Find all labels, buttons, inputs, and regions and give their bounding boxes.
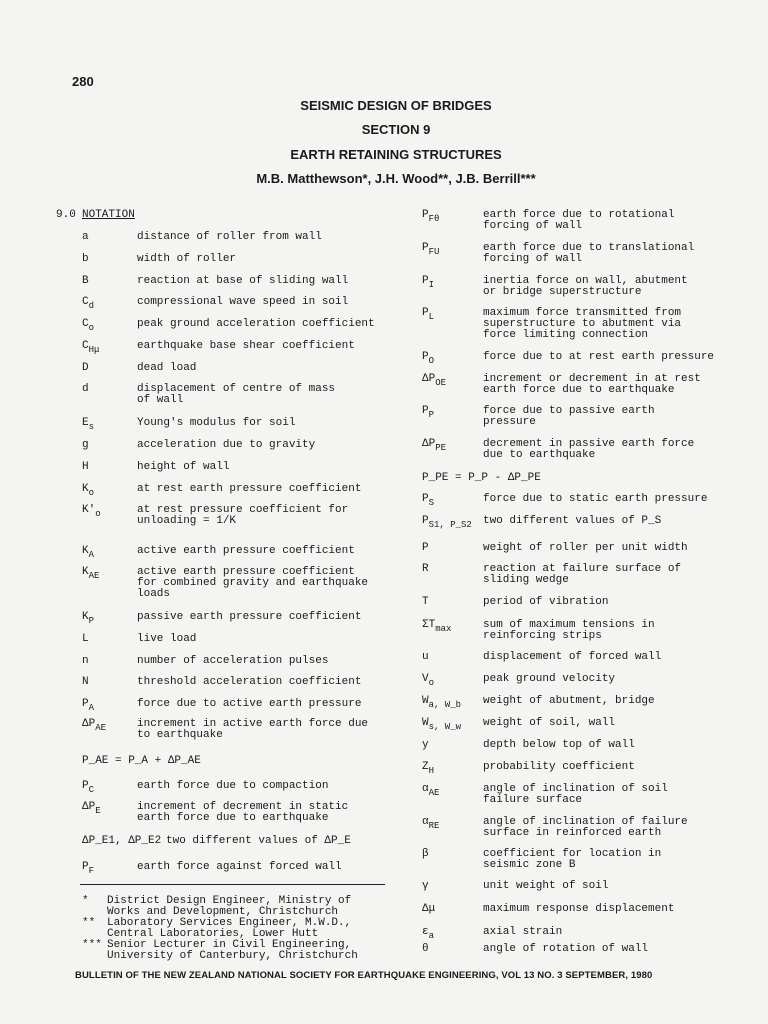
right-entry-symbol-subscript: FU <box>428 247 440 257</box>
right-entry-description: probability coefficient <box>483 761 635 773</box>
left-entry-symbol <box>82 296 95 311</box>
right-entry-description: coefficient for location in seismic zone B <box>483 848 662 871</box>
left-entry-symbol-base: K <box>82 566 89 578</box>
right-entry-symbol-subscript: L <box>428 312 435 322</box>
right-entry-description: inertia force on wall, abutment or bridge superstructure <box>483 275 688 298</box>
left-entry-symbol-base: d <box>82 383 89 395</box>
right-entry-symbol-subscript: PE <box>435 443 447 453</box>
right-entry-symbol <box>422 926 435 941</box>
left-entry-symbol-base: B <box>82 275 89 287</box>
right-entry-symbol-base: P <box>422 242 429 254</box>
right-entry-description: increment or decrement in at rest earth force due to earthquake <box>483 373 701 396</box>
left-entry-symbol <box>82 656 89 667</box>
right-entry-symbol-subscript: a, W_b <box>428 700 462 710</box>
left-entry-description: Young's modulus for soil <box>137 417 296 429</box>
left-entry-symbol-subscript: A <box>88 703 95 713</box>
left-entry-symbol-base: a <box>82 231 89 243</box>
left-entry-symbol-subscript: AE <box>95 723 107 733</box>
left-entry-symbol-base: n <box>82 655 89 667</box>
right-entry-symbol <box>422 209 440 224</box>
right-entry-symbol <box>422 783 440 798</box>
pe-pair-description: two different values of ΔP_E <box>166 835 351 847</box>
left-entry-symbol-subscript: o <box>88 488 95 498</box>
left-entry-description: active earth pressure coefficient for combined gravity and earthquake loads <box>137 566 369 600</box>
right-entry-symbol <box>422 740 429 751</box>
left-entry-symbol <box>82 634 89 645</box>
left-entry-symbol <box>82 276 89 287</box>
footnote-text: Laboratory Services Engineer, M.W.D., Central Laboratories, Lower Hutt <box>107 917 352 940</box>
left-entry-symbol <box>82 440 89 451</box>
right-entry-symbol-base: Z <box>422 761 429 773</box>
bulletin-footer: BULLETIN OF THE NEW ZEALAND NATIONAL SOCIETY FOR EARTHQUAKE ENGINEERING, VOL 13 NO. 3 SEPTEMBER, 1980 <box>75 970 653 981</box>
right-entry-symbol-base: P <box>422 405 429 417</box>
right-entry-description: unit weight of soil <box>483 880 609 892</box>
left-entry-symbol-subscript: o <box>88 323 95 333</box>
right-entry-symbol-subscript: H <box>428 766 435 776</box>
right-entry-symbol <box>422 242 440 257</box>
right-entry-symbol-base: T <box>422 596 429 608</box>
left-entry-symbol <box>82 232 89 243</box>
right-entry-description: force due to passive earth pressure <box>483 405 655 428</box>
right-entry-symbol-base: α <box>422 783 429 795</box>
left-entry-symbol-subscript: d <box>88 301 95 311</box>
right-entry-symbol-base: θ <box>422 943 429 955</box>
right-entry-symbol-base: P <box>422 307 429 319</box>
footnote-mark: *** <box>82 939 102 951</box>
right-entry-symbol-subscript: P <box>428 410 435 420</box>
right-entry-symbol <box>422 717 462 732</box>
right-entry-symbol-base: P <box>422 209 429 221</box>
left-entry-symbol-base: K <box>82 545 89 557</box>
left-entry-description: active earth pressure coefficient <box>137 545 355 557</box>
left-entry-description: passive earth pressure coefficient <box>137 611 362 623</box>
footnote-text: District Design Engineer, Ministry of Works and Development, Christchurch <box>107 895 352 918</box>
right-entry-symbol-base: P <box>422 351 429 363</box>
right-entry-symbol <box>422 515 472 530</box>
left-entry-symbol-subscript: s <box>88 422 95 432</box>
left-entry-symbol <box>82 462 89 473</box>
right-entry-symbol-base: ΣT <box>422 619 436 631</box>
right-entry-symbol <box>422 275 435 290</box>
section-subtitle: EARTH RETAINING STRUCTURES <box>290 147 502 162</box>
left-entry-description: increment in active earth force due to earthquake <box>137 718 369 741</box>
left-entry-description: threshold acceleration coefficient <box>137 676 362 688</box>
left-entry-symbol-base: C <box>82 318 89 330</box>
left-entry-description: earth force due to compaction <box>137 780 329 792</box>
author-line: M.B. Matthewson*, J.H. Wood**, J.B. Berrill*** <box>256 171 536 186</box>
right-entry-description: reaction at failure surface of sliding wedge <box>483 563 682 586</box>
right-entry-description: weight of roller per unit width <box>483 542 688 554</box>
right-entry-symbol-subscript: OE <box>435 378 447 388</box>
left-entry-symbol <box>82 504 101 519</box>
right-entry-description: axial strain <box>483 926 563 938</box>
left-entry-symbol <box>82 677 89 688</box>
left-entry-description: width of roller <box>137 253 237 265</box>
left-entry-symbol-base: C <box>82 340 89 352</box>
left-entry-symbol <box>82 545 95 560</box>
left-entry-symbol <box>82 718 107 733</box>
left-entry-symbol-base: ΔP <box>82 801 96 813</box>
footnote-mark: ** <box>82 917 96 929</box>
right-entry-description: weight of soil, wall <box>483 717 616 729</box>
paper-title: SEISMIC DESIGN OF BRIDGES <box>300 98 492 113</box>
left-entry-symbol-base: P <box>82 698 89 710</box>
right-entry-symbol-subscript: max <box>435 624 452 634</box>
footnote-rule <box>80 884 385 885</box>
right-entry-symbol <box>422 351 435 366</box>
right-entry-symbol-base: u <box>422 651 429 663</box>
left-entry-symbol-subscript: C <box>88 785 95 795</box>
right-entry-symbol <box>422 438 447 453</box>
right-entry-symbol-base: ε <box>422 926 429 938</box>
right-entry-symbol <box>422 493 435 508</box>
right-entry-description: depth below top of wall <box>483 739 635 751</box>
left-entry-symbol-subscript: P <box>88 616 95 626</box>
left-entry-symbol-base: H <box>82 461 89 473</box>
left-entry-symbol-base: K' <box>82 504 96 516</box>
right-entry-symbol <box>422 761 435 776</box>
right-entry-symbol <box>422 944 429 955</box>
left-entry-symbol <box>82 801 101 816</box>
page-number: 280 <box>72 74 94 89</box>
right-entry-symbol-base: P <box>422 275 429 287</box>
left-entry-description: increment of decrement in static earth force due to earthquake <box>137 801 349 824</box>
right-entry-symbol-subscript: o <box>428 678 435 688</box>
right-entry-description: angle of inclination of soil failure surface <box>483 783 668 806</box>
left-entry-symbol <box>82 861 95 876</box>
right-entry-symbol-base: W <box>422 717 429 729</box>
right-entry-description: sum of maximum tensions in reinforcing strips <box>483 619 655 642</box>
right-entry-description: maximum force transmitted from superstructure to abutment via force limiting connection <box>483 307 682 341</box>
right-entry-symbol-base: ΔP <box>422 373 436 385</box>
right-entry-symbol-base: γ <box>422 880 429 892</box>
left-entry-symbol <box>82 417 95 432</box>
left-entry-description: compressional wave speed in soil <box>137 296 349 308</box>
right-entry-symbol-subscript: S1, P_S2 <box>428 520 472 530</box>
right-entry-symbol-subscript: S <box>428 498 435 508</box>
left-entry-symbol <box>82 340 100 355</box>
left-entry-description: earth force against forced wall <box>137 861 342 873</box>
left-entry-symbol <box>82 483 95 498</box>
right-entry-symbol <box>422 904 435 915</box>
left-entry-symbol-subscript: AE <box>88 571 100 581</box>
right-entry-symbol-base: P <box>422 493 429 505</box>
left-entry-symbol <box>82 566 100 581</box>
right-entry-symbol-base: α <box>422 816 429 828</box>
left-entry-description: number of acceleration pulses <box>137 655 329 667</box>
left-entry-symbol <box>82 384 89 395</box>
left-entry-symbol-subscript: o <box>95 509 101 519</box>
left-entry-symbol-subscript: A <box>88 550 95 560</box>
footnote-text: Senior Lecturer in Civil Engineering, University of Canterbury, Christchurch <box>107 939 358 962</box>
left-entry-symbol-base: K <box>82 611 89 623</box>
left-entry-symbol <box>82 611 95 626</box>
right-entry-symbol <box>422 652 429 663</box>
left-entry-description: force due to active earth pressure <box>137 698 362 710</box>
left-entry-symbol <box>82 318 95 333</box>
right-entry-description: angle of inclination of failure surface in reinforced earth <box>483 816 688 839</box>
left-entry-description: distance of roller from wall <box>137 231 322 243</box>
right-entry-description: decrement in passive earth force due to earthquake <box>483 438 695 461</box>
left-entry-symbol <box>82 780 95 795</box>
right-entry-symbol-base: Δμ <box>422 903 436 915</box>
left-entry-description: earthquake base shear coefficient <box>137 340 355 352</box>
right-entry-symbol <box>422 307 435 322</box>
left-entry-symbol <box>82 363 89 374</box>
right-entry-symbol-base: β <box>422 848 429 860</box>
left-entry-description: reaction at base of sliding wall <box>137 275 349 287</box>
left-entry-symbol-base: P <box>82 861 89 873</box>
right-entry-symbol-base: W <box>422 695 429 707</box>
notation-number: 9.0 <box>56 209 76 221</box>
left-entry-symbol-base: P <box>82 780 89 792</box>
right-entry-symbol-base: R <box>422 563 429 575</box>
right-entry-symbol-base: V <box>422 673 429 685</box>
right-entry-symbol-subscript: s, W_w <box>428 722 462 732</box>
left-entry-description: height of wall <box>137 461 230 473</box>
right-entry-symbol <box>422 816 440 831</box>
left-entry-symbol-subscript: F <box>88 866 95 876</box>
right-entry-symbol-base: P <box>422 515 429 527</box>
left-entry-symbol-base: E <box>82 417 89 429</box>
right-entry-symbol-subscript: I <box>428 280 435 290</box>
pae-equation: P_AE = P_A + ΔP_AE <box>82 755 201 767</box>
right-entry-description: earth force due to translational forcing of wall <box>483 242 695 265</box>
right-entry-symbol <box>422 881 429 892</box>
right-entry-description: period of vibration <box>483 596 609 608</box>
right-entry-symbol <box>422 597 429 608</box>
right-entry-description: displacement of forced wall <box>483 651 662 663</box>
right-entry-symbol <box>422 673 435 688</box>
left-entry-description: live load <box>137 633 197 645</box>
left-entry-description: peak ground acceleration coefficient <box>137 318 375 330</box>
ppe-equation: P_PE = P_P - ΔP_PE <box>422 472 541 484</box>
right-entry-symbol <box>422 373 447 388</box>
left-entry-symbol-base: g <box>82 439 89 451</box>
right-entry-symbol-subscript: Fθ <box>428 214 440 224</box>
footnote-mark: * <box>82 895 89 907</box>
left-entry-symbol-base: D <box>82 362 89 374</box>
right-entry-symbol <box>422 849 429 860</box>
left-entry-symbol-base: L <box>82 633 89 645</box>
right-entry-symbol <box>422 564 429 575</box>
left-entry-description: at rest pressure coefficient for unloading = 1/K <box>137 504 349 527</box>
notation-heading: NOTATION <box>82 209 135 221</box>
right-entry-description: two different values of P_S <box>483 515 662 527</box>
left-entry-symbol-base: b <box>82 253 89 265</box>
right-entry-description: peak ground velocity <box>483 673 616 685</box>
right-entry-symbol-base: y <box>422 739 429 751</box>
right-entry-description: weight of abutment, bridge <box>483 695 655 707</box>
right-entry-symbol-subscript: a <box>428 931 435 941</box>
right-entry-description: force due to at rest earth pressure <box>483 351 715 363</box>
pe-pair-symbol: ΔP_E1, ΔP_E2 <box>82 835 162 847</box>
left-entry-symbol-base: ΔP <box>82 718 96 730</box>
left-entry-description: at rest earth pressure coefficient <box>137 483 362 495</box>
right-entry-description: maximum response displacement <box>483 903 675 915</box>
left-entry-symbol-subscript: E <box>95 806 101 816</box>
right-entry-symbol <box>422 619 452 634</box>
left-entry-description: dead load <box>137 362 197 374</box>
left-entry-description: acceleration due to gravity <box>137 439 316 451</box>
section-heading: SECTION 9 <box>361 122 431 137</box>
right-entry-symbol-base: ΔP <box>422 438 436 450</box>
right-entry-symbol-subscript: O <box>428 356 435 366</box>
right-entry-description: earth force due to rotational forcing of wall <box>483 209 675 232</box>
left-entry-symbol-base: K <box>82 483 89 495</box>
left-entry-symbol-subscript: Hμ <box>88 345 100 355</box>
left-entry-symbol-base: C <box>82 296 89 308</box>
right-entry-description: force due to static earth pressure <box>483 493 708 505</box>
left-entry-symbol <box>82 254 89 265</box>
left-entry-symbol <box>82 698 95 713</box>
right-entry-symbol <box>422 405 435 420</box>
right-entry-symbol-base: P <box>422 542 429 554</box>
right-entry-symbol <box>422 695 462 710</box>
left-entry-symbol-base: N <box>82 676 89 688</box>
left-entry-description: displacement of centre of mass of wall <box>137 383 336 406</box>
right-entry-description: angle of rotation of wall <box>483 943 649 955</box>
right-entry-symbol-subscript: RE <box>428 821 440 831</box>
right-entry-symbol <box>422 543 429 554</box>
right-entry-symbol-subscript: AE <box>428 788 440 798</box>
